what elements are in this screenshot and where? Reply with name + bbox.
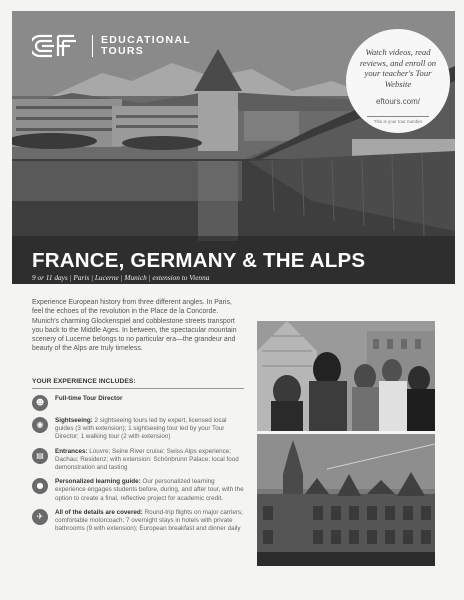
includes-list xyxy=(32,395,246,539)
promo-url[interactable]: eftours.com/ xyxy=(375,97,420,106)
list-item-text xyxy=(55,478,246,503)
brand-divider xyxy=(92,35,93,57)
brand-name-line1: EDUCATIONAL xyxy=(101,34,191,46)
ef-logo-icon xyxy=(32,33,84,59)
lightbulb-icon: ● xyxy=(32,478,48,494)
list-item-text xyxy=(55,395,122,403)
list-item-detail: 2 sightseeing tours led by expert, licensed local guides (3 with extension); 1 sightseeing tour led by your Tour Director; 1 walking tour (2 with extension) xyxy=(55,417,227,441)
list-item xyxy=(32,395,246,411)
list-item-detail: Louvre; Seine River cruise; Swiss Alps experience; Dachau; Residenz; with extension: Schönbrunn Palace; local food demonstration and tasting xyxy=(55,447,239,472)
list-item-title: Entrances: xyxy=(55,447,88,455)
tour-number-line xyxy=(367,116,429,117)
list-item-text xyxy=(55,448,246,473)
page-subtitle: 9 or 11 days | Paris | Lucerne | Munich | extension to Vienna xyxy=(32,273,210,282)
brand-name-line2: TOURS xyxy=(101,45,145,57)
person-icon: ☻ xyxy=(32,395,48,411)
promo-hint: This is your tour number xyxy=(373,119,423,124)
list-item-detail: Our personalized learning experience engages students before, during, and after tour, with the option to create a final, reflective project for academic credit. xyxy=(55,478,244,502)
tour-website-badge xyxy=(346,29,450,133)
ef-brand xyxy=(32,33,191,59)
list-item-title: Full-time Tour Director xyxy=(55,395,123,402)
munich-town-hall-photo xyxy=(257,434,435,566)
intro-paragraph: Experience European history from three different angles. In Paris, feel the echoes of the revolution in the Place de la Concorde. Munich's charming Glockenspiel and cobblestone streets transport you back to the Middle Ages. In between, the spectacular mountain scenery of Lucerne belongs to no particular era—the grandeur and beauty of the Alps are truly timeless. xyxy=(32,299,237,353)
hero-banner xyxy=(12,11,455,284)
includes-divider xyxy=(32,388,244,389)
camera-icon: ◉ xyxy=(32,417,48,433)
list-item xyxy=(32,448,246,473)
list-item-title: Personalized learning guide: xyxy=(55,478,141,486)
list-item-text xyxy=(55,509,246,534)
list-item-title: Sightseeing: xyxy=(55,417,93,424)
list-item-detail: Round-trip flights on major carriers; comfortable motorcoach; 7 overnight stays in hotels with private bathrooms (9 with extension); European breakfast and dinner daily xyxy=(55,508,243,533)
list-item xyxy=(32,509,246,534)
ticket-icon: ▤ xyxy=(32,448,48,464)
brand-name xyxy=(101,35,191,57)
travel-icon: ✈ xyxy=(32,509,48,525)
list-item xyxy=(32,478,246,503)
list-item xyxy=(32,417,246,442)
students-tour-photo xyxy=(257,321,435,431)
list-item-title: All of the details are covered: xyxy=(55,508,143,516)
list-item-text xyxy=(55,417,246,442)
promo-text: Watch videos, read reviews, and enroll on your teacher's Tour Website xyxy=(359,47,437,89)
includes-heading: YOUR EXPERIENCE INCLUDES: xyxy=(32,378,136,385)
page-title: FRANCE, GERMANY & THE ALPS xyxy=(32,249,366,272)
